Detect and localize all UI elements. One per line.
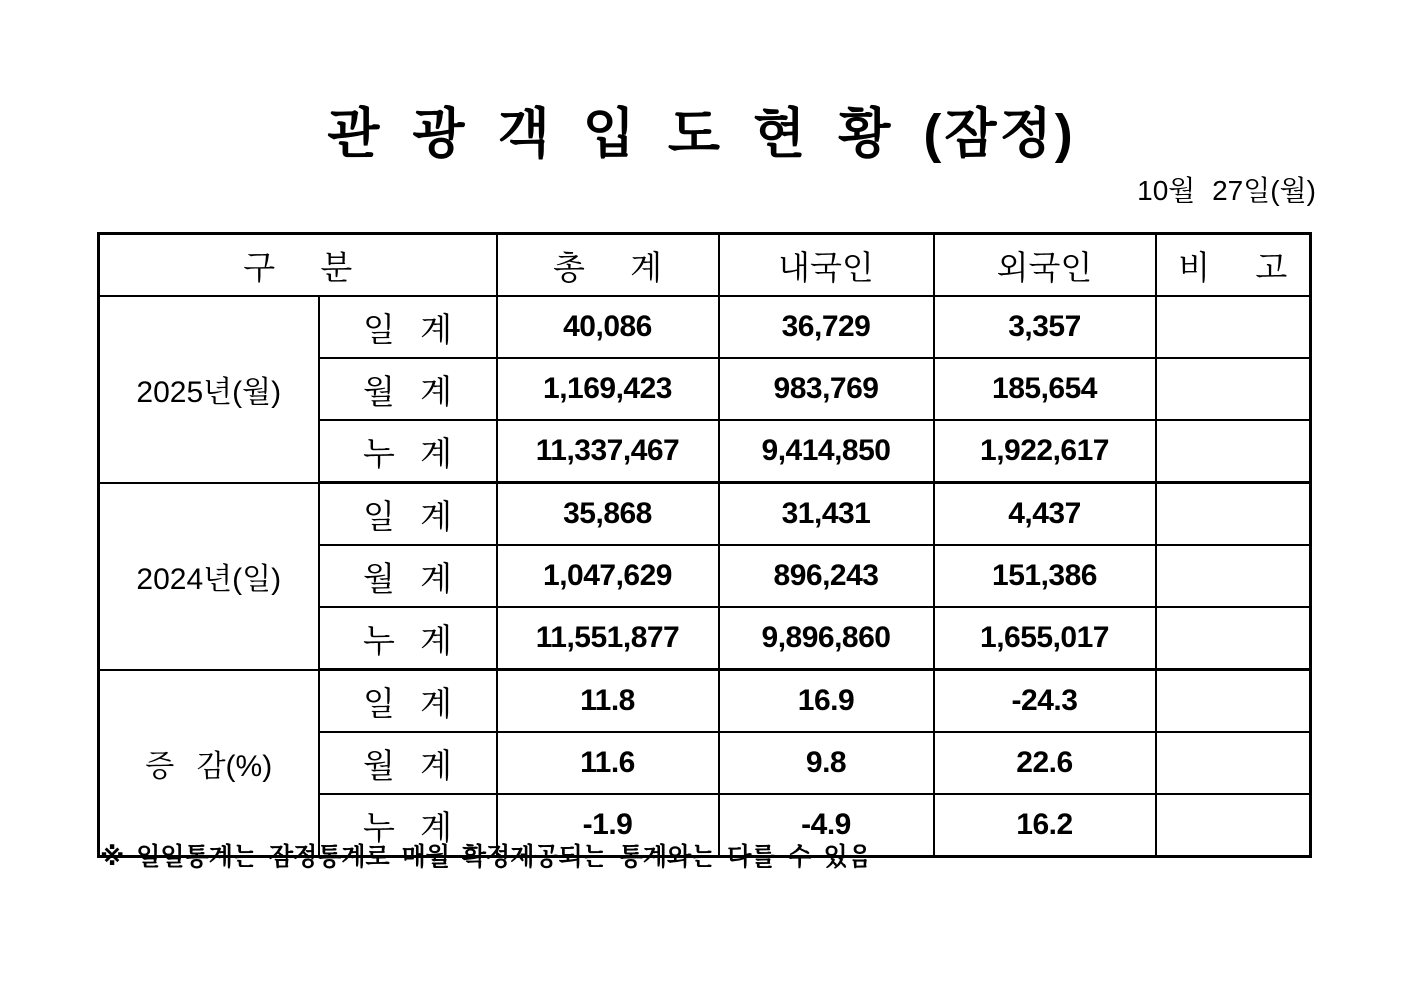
table-row-2025-daily	[99, 296, 1311, 358]
value-domestic: 31,431	[719, 483, 934, 546]
row-label-daily: 일 계	[319, 483, 497, 546]
value-foreign: 1,922,617	[934, 420, 1156, 483]
row-group-label-change: 증 감(%)	[99, 670, 319, 857]
header-row	[99, 234, 1311, 297]
value-total: 1,047,629	[497, 545, 719, 607]
row-label-cumulative: 누 계	[319, 607, 497, 670]
value-domestic: 983,769	[719, 358, 934, 420]
value-domestic: 896,243	[719, 545, 934, 607]
col-header-foreign: 외국인	[934, 234, 1156, 297]
col-header-total: 총 계	[497, 234, 719, 297]
value-domestic: 16.9	[719, 670, 934, 733]
value-total: 11,337,467	[497, 420, 719, 483]
remark-cell	[1156, 732, 1311, 794]
row-group-label-2024: 2024년(일)	[99, 483, 319, 670]
remark-cell	[1156, 670, 1311, 733]
remark-cell	[1156, 483, 1311, 546]
value-foreign: 1,655,017	[934, 607, 1156, 670]
value-domestic: -4.9	[719, 794, 934, 857]
table-row-2024-daily	[99, 483, 1311, 546]
value-foreign: 185,654	[934, 358, 1156, 420]
row-label-cumulative: 누 계	[319, 420, 497, 483]
value-total: 11,551,877	[497, 607, 719, 670]
table-row-change-daily	[99, 670, 1311, 733]
value-total: 40,086	[497, 296, 719, 358]
value-foreign: 4,437	[934, 483, 1156, 546]
remark-cell	[1156, 607, 1311, 670]
value-domestic: 36,729	[719, 296, 934, 358]
row-label-cumulative: 누 계	[319, 794, 497, 857]
value-total: 1,169,423	[497, 358, 719, 420]
row-label-daily: 일 계	[319, 296, 497, 358]
value-total: 11.6	[497, 732, 719, 794]
footnote: ※ 일일통계는 잠정통계로 매월 확정제공되는 통계와는 다를 수 있음	[100, 843, 872, 871]
remark-cell	[1156, 420, 1311, 483]
remark-cell	[1156, 358, 1311, 420]
value-total: -1.9	[497, 794, 719, 857]
row-label-monthly: 월 계	[319, 732, 497, 794]
row-group-label-2025: 2025년(월)	[99, 296, 319, 483]
value-domestic: 9,414,850	[719, 420, 934, 483]
col-header-remarks: 비 고	[1156, 234, 1311, 297]
remark-cell	[1156, 545, 1311, 607]
row-label-monthly: 월 계	[319, 545, 497, 607]
value-foreign: 3,357	[934, 296, 1156, 358]
row-label-daily: 일 계	[319, 670, 497, 733]
tourist-arrival-table	[97, 232, 1312, 858]
remark-cell	[1156, 296, 1311, 358]
value-total: 35,868	[497, 483, 719, 546]
value-total: 11.8	[497, 670, 719, 733]
col-header-category: 구 분	[99, 234, 497, 297]
row-label-monthly: 월 계	[319, 358, 497, 420]
value-foreign: 16.2	[934, 794, 1156, 857]
value-foreign: 22.6	[934, 732, 1156, 794]
remark-cell	[1156, 794, 1311, 857]
value-foreign: -24.3	[934, 670, 1156, 733]
value-domestic: 9.8	[719, 732, 934, 794]
value-foreign: 151,386	[934, 545, 1156, 607]
col-header-domestic: 내국인	[719, 234, 934, 297]
value-domestic: 9,896,860	[719, 607, 934, 670]
page-title: 관 광 객 입 도 현 황 (잠정)	[327, 104, 1076, 164]
report-date: 10월 27일(월)	[1137, 175, 1316, 206]
